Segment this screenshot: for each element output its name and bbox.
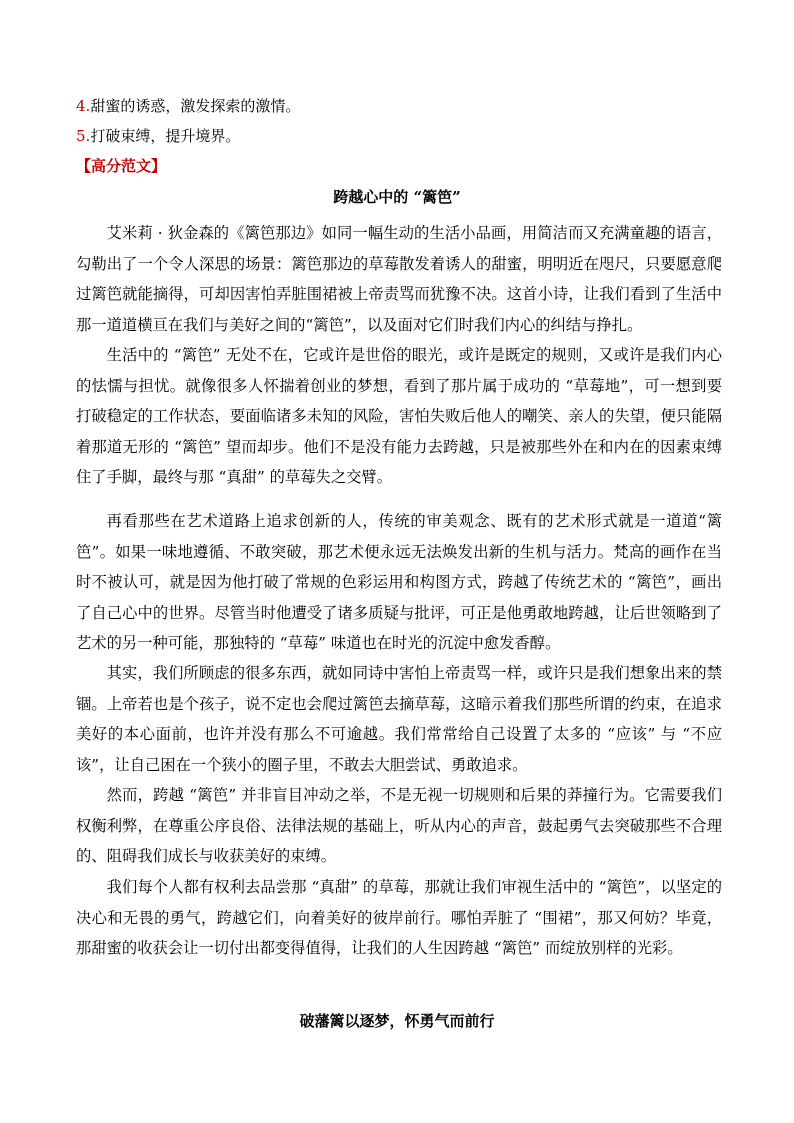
essay-paragraph: 然而，跨越 “篱笆” 并非盲目冲动之举，不是无视一切规则和后果的莽撞行为。它需要我们权衡利弊，在尊重公序良俗、法律法规的基础上，听从内心的声音，鼓起勇气去突破那些不合理的、阻碍我们成长与收获美好的束缚。: [76, 786, 722, 866]
list-item: [76, 96, 300, 116]
section-label: 【高分范文】: [76, 157, 167, 175]
essay-paragraph: 艾米莉 · 狄金森的《篱笆那边》如同一幅生动的生活小品画，用简洁而又充满童趣的语言，勾勒出了一个令人深思的场景：篱笆那边的草莓散发着诱人的甜蜜，明明近在咫尺，只要愿意爬过篱笆就能摘得，可却因害怕弄脏围裙被上帝责骂而犹豫不决。这首小诗，让我们看到了生活中那一道道横亘在我们与美好之间的“篱笆”，以及面对它们时我们内心的纠结与挣扎。: [76, 224, 722, 334]
list-item-number: 4.: [76, 97, 91, 115]
essay-title: 跨越心中的 “篱笆”: [333, 188, 461, 206]
list-item-text: 甜蜜的诱惑，激发探索的激情。: [90, 97, 301, 115]
essay-title: 破藩篱以逐梦，怀勇气而前行: [299, 1012, 495, 1030]
essay-paragraph: 我们每个人都有权利去品尝那 “真甜” 的草莓，那就让我们审视生活中的 “篱笆”，以坚定的决心和无畏的勇气，跨越它们，向着美好的彼岸前行。哪怕弄脏了 “围裙”，那又何妨？毕竟，那甜蜜的收获会让一切付出都变得值得，让我们的人生因跨越 “篱笆” 而绽放别样的光彩。: [76, 878, 722, 958]
list-item-number: 5.: [76, 127, 91, 145]
list-item-text: 打破束缚，提升境界。: [90, 127, 241, 145]
essay-paragraph: 再看那些在艺术道路上追求创新的人，传统的审美观念、既有的艺术形式就是一道道“篱笆”。如果一味地遵循、不敢突破，那艺术便永远无法焕发出新的生机与活力。梵高的画作在当时不被认可，就是因为他打破了常规的色彩运用和构图方式，跨越了传统艺术的 “篱笆”，画出了自己心中的世界。尽管当时他遭受了诸多质疑与批评，可正是他勇敢地跨越，让后世领略到了艺术的另一种可能，那独特的 “草莓” 味道也在时光的沉淀中愈发香醇。: [76, 512, 722, 653]
essay-paragraph: 生活中的 “篱笆” 无处不在，它或许是世俗的眼光，或许是既定的规则，又或许是我们内心的怯懦与担忧。就像很多人怀揣着创业的梦想，看到了那片属于成功的 “草莓地”，可一想到要打破稳定的工作状态，要面临诸多未知的风险，害怕失败后他人的嘲笑、亲人的失望，便只能隔着那道无形的 “篱笆” 望而却步。他们不是没有能力去跨越，只是被那些外在和内在的因素束缚住了手脚，最终与那 “真甜” 的草莓失之交臂。: [76, 346, 722, 487]
essay-paragraph: 其实，我们所顾虑的很多东西，就如同诗中害怕上帝责骂一样，或许只是我们想象出来的禁锢。上帝若也是个孩子，说不定也会爬过篱笆去摘草莓，这暗示着我们那些所谓的约束，在追求美好的本心面前，也许并没有那么不可逾越。我们常常给自己设置了太多的 “应该” 与 “不应该”，让自己困在一个狭小的圈子里，不敢去大胆尝试、勇敢追求。: [76, 664, 722, 774]
list-item: [76, 126, 240, 146]
